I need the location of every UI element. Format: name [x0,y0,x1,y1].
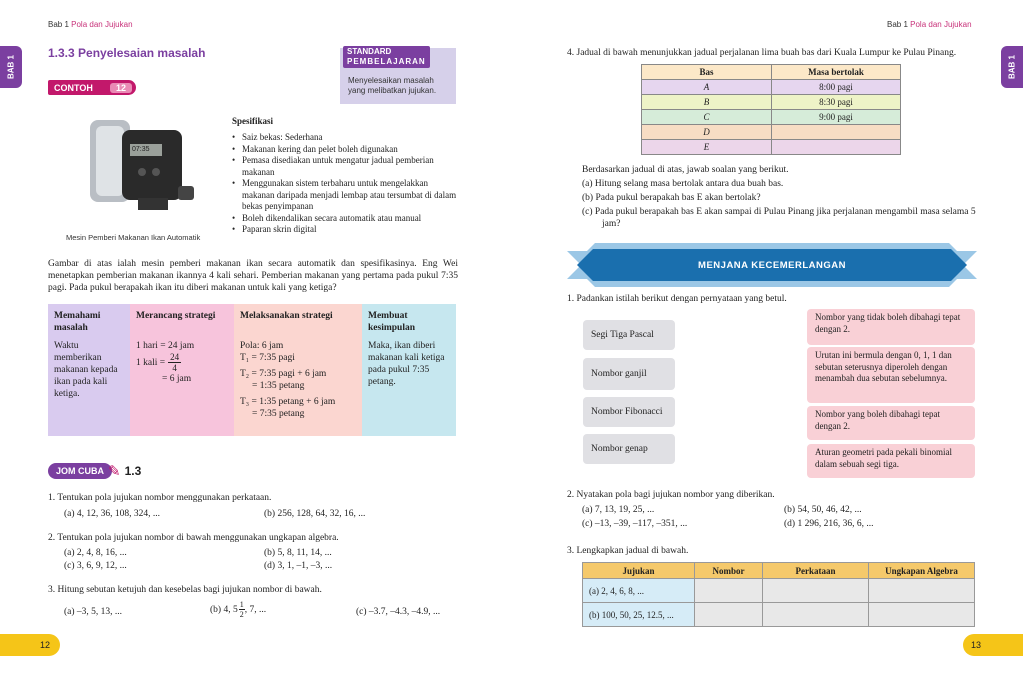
jt-row-a-label: (a) 2, 4, 6, 8, ... [583,579,695,603]
m2-d: (d) 1 296, 216, 36, 6, ... [784,519,874,529]
m2-text: 2. Nyatakan pola bagi jujukan nombor yang diberikan. [567,490,775,500]
step-understand-body: Waktu memberikan makanan kepada ikan pada kali ketiga. [54,341,118,399]
left-header-title: Pola dan Jujukan [71,20,133,29]
q1-a: (a) 4, 12, 36, 108, 324, ... [64,509,161,519]
step-execute-t3b: = 7:35 petang [252,409,305,419]
term-fibonacci: Nombor Fibonacci [583,397,675,427]
jt-header-nombor: Nombor [695,563,763,579]
q3-b: (b) 4, 5 1 2 , 7, ... [210,600,267,619]
right-bab-tab-label: BAB 1 [1007,54,1017,80]
right-header-title: Pola dan Jujukan [910,20,972,29]
q2-text: 2. Tentukan pola jujukan nombor di bawah menggunakan ungkapan algebra. [48,533,339,543]
jom-cuba-number: 1.3 [124,464,142,478]
bus-table [641,64,901,155]
step-execute-t1: T₁ = 7:35 pagi [240,353,295,363]
q4-c: (c) Pada pukul berapakah bas E akan sampai di Pulau Pinang jika perjalanan mengambil masa selama 5 jam? [582,207,976,229]
right-header [887,20,972,29]
step-plan-line3: = 6 jam [162,374,192,384]
m2-a: (a) 7, 13, 19, 25, ... [582,505,655,515]
spec-list [232,132,460,236]
q4-text: 4. Jadual di bawah menunjukkan jadual perjalanan lima buah bas dari Kuala Lumpur ke Pulau Pinang. [567,48,957,58]
left-page-number: 12 [0,634,60,656]
table-row: E [642,140,901,155]
spec-title: Spesifikasi [232,116,274,126]
statement-pascal: Aturan geometri pada pekali binomial dalam sebuah segi tiga. [807,444,975,478]
fish-feeder-image [82,110,202,222]
q2-a: (a) 2, 4, 8, 16, ... [64,548,127,558]
image-caption: Mesin Pemberi Makanan Ikan Automatik [66,233,201,242]
spec-item: • Boleh dikendalikan secara automatik atau manual [232,212,422,223]
standard-label-1: STANDARD [347,47,392,56]
q2-d: (d) 3, 1, –1, –3, ... [264,561,333,571]
step-plan [130,304,234,436]
step-conclude [362,304,456,436]
m3-text: 3. Lengkapkan jadual di bawah. [567,546,689,556]
device-display: 07:35 [132,146,150,153]
table-row [583,603,975,627]
table-row [583,579,975,603]
step-plan-line1: 1 hari = 24 jam [136,341,195,351]
step-execute [234,304,362,436]
contoh-badge [48,80,136,95]
jt-cell-input[interactable] [695,579,763,603]
table-row: D [642,125,901,140]
q4-b: (b) Pada pukul berapakah bas E akan bertolak? [582,193,761,203]
jt-header-jujukan: Jujukan [583,563,695,579]
jt-header-algebra: Ungkapan Algebra [869,563,975,579]
q2-c: (c) 3, 6, 9, 12, ... [64,561,127,571]
sequence-table-header [583,563,975,579]
q1-text: 1. Tentukan pola jujukan nombor menggunakan perkataan. [48,493,272,503]
left-header [48,20,133,29]
right-page-number: 13 [963,634,1023,656]
step-conclude-title: Membuat kesimpulan [368,311,415,333]
table-row: C 9:00 pagi [642,110,901,125]
left-bab-tab [0,46,22,88]
q4-a: (a) Hitung selang masa bertolak antara dua buah bas. [582,179,784,189]
spec-item: • Menggunakan sistem terbaharu untuk mengelakkan makanan daripada menjadi lembap atau tersumbat di dalam bekas penyimpanan [232,178,457,211]
step-plan-title: Merancang strategi [136,311,216,321]
step-execute-t2a: T₂ = 7:35 pagi + 6 jam [240,369,327,379]
contoh-number: 12 [110,83,132,93]
spec-item: • Pemasa disediakan untuk mengatur jadual pemberian makanan [232,155,434,177]
step-execute-title: Melaksanakan strategi [240,311,333,321]
jom-cuba-badge [48,462,141,480]
step-understand [48,304,130,436]
q3-text: 3. Hitung sebutan ketujuh dan kesebelas bagi jujukan nombor di bawah. [48,585,322,595]
m2-b: (b) 54, 50, 46, 42, ... [784,505,862,515]
contoh-label: CONTOH [54,82,93,93]
spec-item: • Paparan skrin digital [232,224,317,234]
table-row: B 8:30 pagi [642,95,901,110]
bus-header-masa: Masa bertolak [772,65,901,80]
problem-text: Gambar di atas ialah mesin pemberi makanan ikan secara automatik dan spesifikasinya. Eng Wei menetapkan pemberian makanan ikannya 4 kali sehari. Pemberian makanan yang pertama pada pukul 7:35 pagi. Pada pukul berapakah ikan itu diberi makanan untuk kali yang ketiga? [48,259,458,293]
statement-fibonacci: Urutan ini bermula dengan 0, 1, 1 dan sebutan seterusnya diperoleh dengan menambah dua sebutan sebelumnya. [807,347,975,403]
jt-cell-input[interactable] [695,603,763,627]
sequence-table [582,562,975,627]
term-pascal: Segi Tiga Pascal [583,320,675,350]
jt-header-perkataan: Perkataan [763,563,869,579]
jt-cell-input[interactable] [763,603,869,627]
left-header-bab: Bab 1 [48,20,69,29]
right-header-bab: Bab 1 [887,20,908,29]
spec-item: • Makanan kering dan pelet boleh digunakan [232,143,398,154]
table-row: A 8:00 pagi [642,80,901,95]
step-execute-line1: Pola: 6 jam [240,341,284,351]
q1-b: (b) 256, 128, 64, 32, 16, ... [264,509,366,519]
step-execute-t3a: T₃ = 1:35 petang + 6 jam [240,397,336,407]
term-even: Nombor genap [583,434,675,464]
left-bab-tab-label: BAB 1 [6,54,16,80]
bus-table-header [642,65,901,80]
jt-row-b-label: (b) 100, 50, 25, 12.5, ... [583,603,695,627]
statement-even: Nombor yang boleh dibahagi tepat dengan 2. [807,406,975,440]
q3-a: (a) –3, 5, 13, ... [64,607,123,617]
term-odd: Nombor ganjil [583,358,675,390]
jt-cell-input[interactable] [869,603,975,627]
q3-c: (c) –3.7, –4.3, –4.9, ... [356,607,441,617]
step-conclude-body: Maka, ikan diberi makanan kali ketiga pada pukul 7:35 petang. [368,341,445,387]
q2-b: (b) 5, 8, 11, 14, ... [264,548,332,558]
jom-cuba-label: JOM CUBA [48,463,112,479]
step-execute-t2b: = 1:35 petang [252,381,305,391]
standard-label [343,46,430,68]
standard-box [340,48,456,104]
q4-intro: Berdasarkan jadual di atas, jawab soalan yang berikut. [582,165,789,175]
jt-cell-input[interactable] [763,579,869,603]
bus-header-bas: Bas [642,65,772,80]
spec-item: • Saiz bekas: Sederhana [232,132,323,142]
banner [567,243,977,287]
banner-title: MENJANA KECEMERLANGAN [698,259,846,271]
step-plan-fraction: 1 kali = $\frac{24}{4}$ [136,352,180,373]
section-title: 1.3.3 Penyelesaian masalah [48,46,206,60]
statement-odd: Nombor yang tidak boleh dibahagi tepat dengan 2. [807,309,975,345]
m2-c: (c) –13, –39, –117, –351, ... [582,519,688,529]
pencil-icon: ✎ [108,463,121,480]
standard-label-2: PEMBELAJARAN [347,57,426,66]
m1-text: 1. Padankan istilah berikut dengan pernyataan yang betul. [567,294,787,304]
step-understand-title: Memahami masalah [54,311,101,333]
standard-text: Menyelesaikan masalah yang melibatkan jujukan. [348,76,437,95]
jt-cell-input[interactable] [869,579,975,603]
right-bab-tab [1001,46,1023,88]
